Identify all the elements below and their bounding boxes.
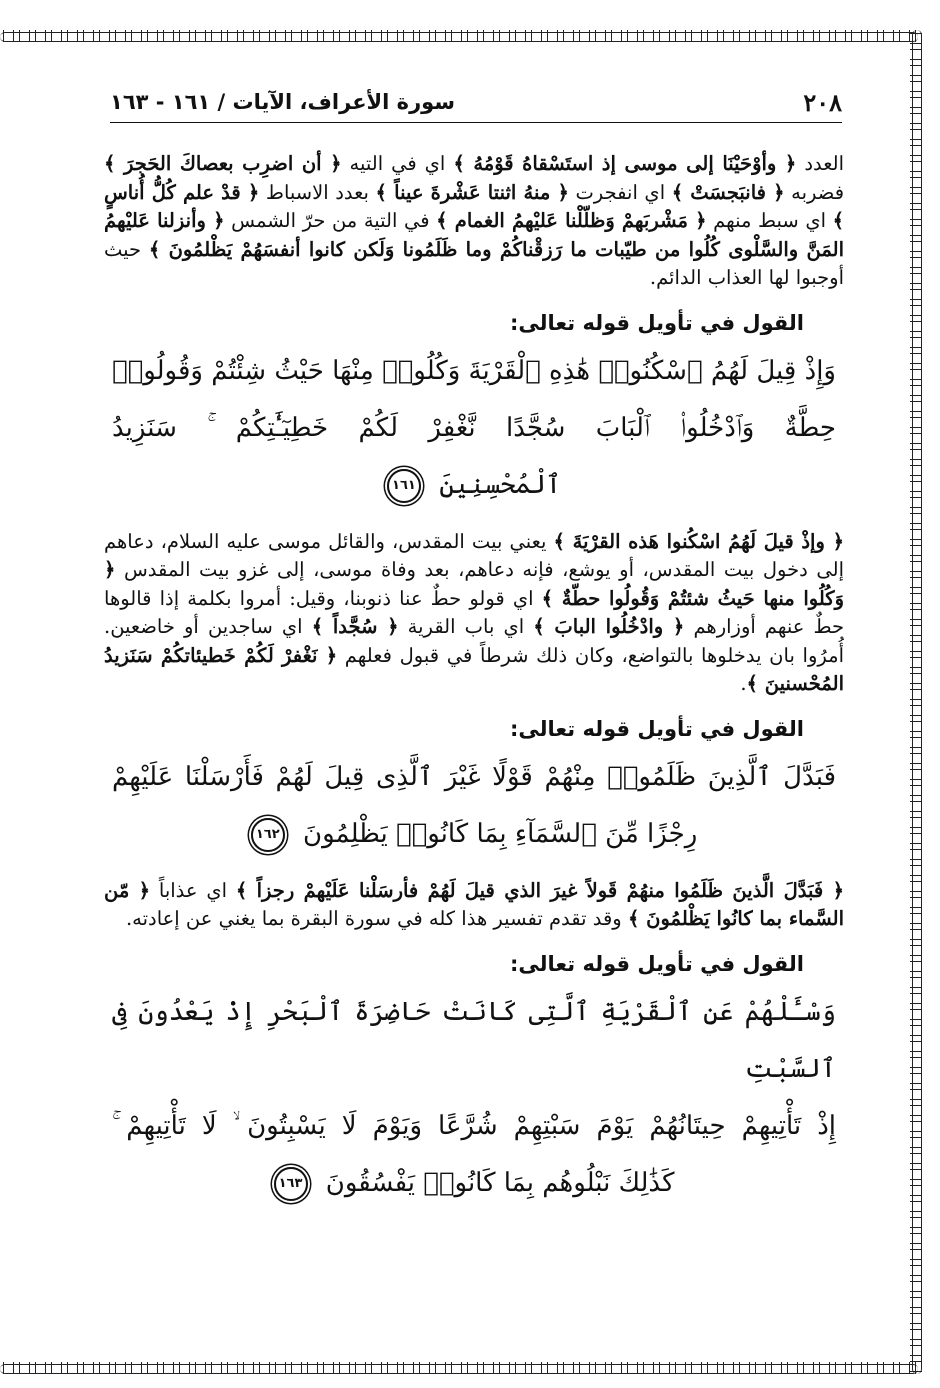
chain-border-bottom [0,1362,918,1374]
text-run: اي ساجدين أو خاضعين. أُمرُوا بان يدخلوها بالتواضع، وكان ذلك شرطاً في قبول فعلهم [104,615,844,667]
text-run: وقد تقدم تفسير هذا كله في سورة البقرة بما يغني عن إعادته. [125,907,622,930]
text-run: يعني بيت المقدس، والقائل موسى عليه السلام، دعاهم إلى دخول بيت المقدس، أو يوشع، فإنه دعاهم، بعد وفاة موسى، إلى غزو بيت المقدس [104,529,844,581]
text-run: حيث أوجبوا لها العذاب الدائم. [104,237,844,289]
verse-line: وَسْـَٔلْهُمْ عَنِ ٱلْقَرْيَةِ ٱلَّتِى كَانَتْ حَاضِرَةَ ٱلْبَحْرِ إِذْ يَعْدُونَ فِى ٱلسَّبْتِ [112,996,836,1084]
verse-line: وَإِذْ قِيلَ لَهُمُ ٱسْكُنُوا۟ هَٰذِهِ ٱلْقَرْيَةَ وَكُلُوا۟ مِنْهَا حَيْثُ شِئْتُمْ وَقُولُوا۟ [112,355,836,386]
quran-quote: ﴿ وادْخُلُوا البابَ ﴾ [533,615,685,638]
chain-border-top [0,30,918,42]
quran-quote: ﴿ مّن السَّماء بما كانُوا يَظْلمُونَ ﴾ [104,878,844,930]
verse-text: رِجْزًا مِّنَ ٱلسَّمَآءِ بِمَا كَانُوا۟ يَظْلِمُونَ [303,818,698,849]
running-title: سورة الأعراف، الآيات / ١٦١ - ١٦٣ [110,90,455,114]
verse-text: ٱلْمُحْسِنِينَ [439,469,562,500]
verse-line [112,457,836,514]
text-run: اي باب القرية [407,615,525,638]
quran-quote: ﴿ وأوْحَيْنَا إلى موسى إذ استَسْقاهُ قَوْمُهُ ﴾ [453,152,797,175]
text-run: اي عذاباً [158,878,228,902]
text-run: اي في التيه [349,152,446,175]
text-run: بعدد الاسباط [265,180,369,204]
verse-text: كَذَٰلِكَ نَبْلُوهُم بِمَا كَانُوا۟ يَفْسُقُونَ [325,1167,675,1198]
verse-line: حِطَّةٌ وَٱدْخُلُوا۟ ٱلْبَابَ سُجَّدًا نَّغْفِرْ لَكُمْ خَطِيٓـَٰٔتِكُمْ ۚ سَنَزِيدُ [112,412,836,443]
quran-quote: ﴿ فَبَدَّلَ الَّذينَ ظَلَمُوا منهُمْ قَولاً غيرَ الذي قيلَ لَهُمْ فأرسَلْنا عَلَيْهمْ رجزاً ﴾ [235,878,845,902]
quran-quote: ﴿ وأنزلنا عَليْهمُ المَنَّ والسَّلْوى كُلُوا من طيّبات ما رَزقْناكُمْ وما ظَلَمُونا وَلَكن كانوا أنفسَهُمْ يَظْلمُونَ ﴾ [104,209,844,261]
text-run: في التية من حرّ الشمس [231,209,430,232]
text-run: اي سبط منهم [713,209,826,232]
ayah-number-marker: ١٦٣ [274,1167,308,1201]
page-content [104,150,844,1226]
verse-line [112,1155,836,1212]
quran-quote: ﴿ نَغْفرْ لَكُمْ خَطيئاتكُمْ سَنَزيدُ المُحْسنينَ ﴾ [104,643,844,695]
page-number: ٢٠٨ [803,87,842,117]
quran-quote: ﴿ وإذْ قيلَ لَهُمُ اسْكُنوا هَذه القرْيَةَ ﴾ [553,529,844,553]
ayah-number-marker: ١٦٢ [251,818,285,852]
verse-block-162 [112,749,836,863]
verse-block-161 [112,343,836,514]
quran-quote: ﴿ وَكُلُوا منها حَيثُ شئتُمْ وَقُولُوا حطّةٌ ﴾ [104,558,845,610]
quran-quote: ﴿ مَشْربَهمْ وَظلّلْنا عَليْهمُ الغمام ﴾ [436,209,707,232]
quran-quote: ﴿ قدْ علم كُلُّ أُناسٍ ﴾ [104,180,845,232]
page-header [110,82,842,123]
verse-line: فَبَدَّلَ ٱلَّذِينَ ظَلَمُوا۟ مِنْهُمْ قَوْلًا غَيْرَ ٱلَّذِى قِيلَ لَهُمْ فَأَرْسَلْنَا عَلَيْهِمْ [112,761,836,792]
chain-border-right [910,30,922,1374]
verse-block-163 [112,984,836,1212]
verse-line: إِذْ تَأْتِيهِمْ حِيتَانُهُمْ يَوْمَ سَبْتِهِمْ شُرَّعًا وَيَوْمَ لَا يَسْبِتُونَ ۙ لَا تَأْتِيهِمْ ۚ [112,1110,836,1141]
commentary-paragraph-2 [104,528,844,699]
text-run: العدد [804,152,844,175]
commentary-paragraph-3 [104,877,844,934]
section-heading: القول في تأويل قوله تعالى: [510,716,804,741]
ayah-number-marker: ١٦١ [387,469,421,503]
text-run: فضربه [791,180,845,204]
text-run: اي قولو حطٌ عنا ذنوبنا، وقيل: أمروا بكلمة إذا قالوها حطٌ عنهم أوزارهم [104,586,845,638]
quran-quote: ﴿ أن اضرِب بعصاكَ الحَجرَ ﴾ [104,152,342,175]
verse-line [112,806,836,863]
quran-quote: ﴿ سُجَّداً ﴾ [311,615,399,638]
section-heading: القول في تأويل قوله تعالى: [510,310,804,335]
quran-quote: ﴿ منهُ اثنتا عَشْرةَ عيناً ﴾ [375,180,569,204]
quran-quote: ﴿ فانبَجسَتْ ﴾ [671,180,785,204]
section-heading: القول في تأويل قوله تعالى: [510,951,804,976]
text-run: . [740,672,747,695]
text-run: اي انفجرت [575,180,666,204]
commentary-paragraph-1 [104,150,844,293]
